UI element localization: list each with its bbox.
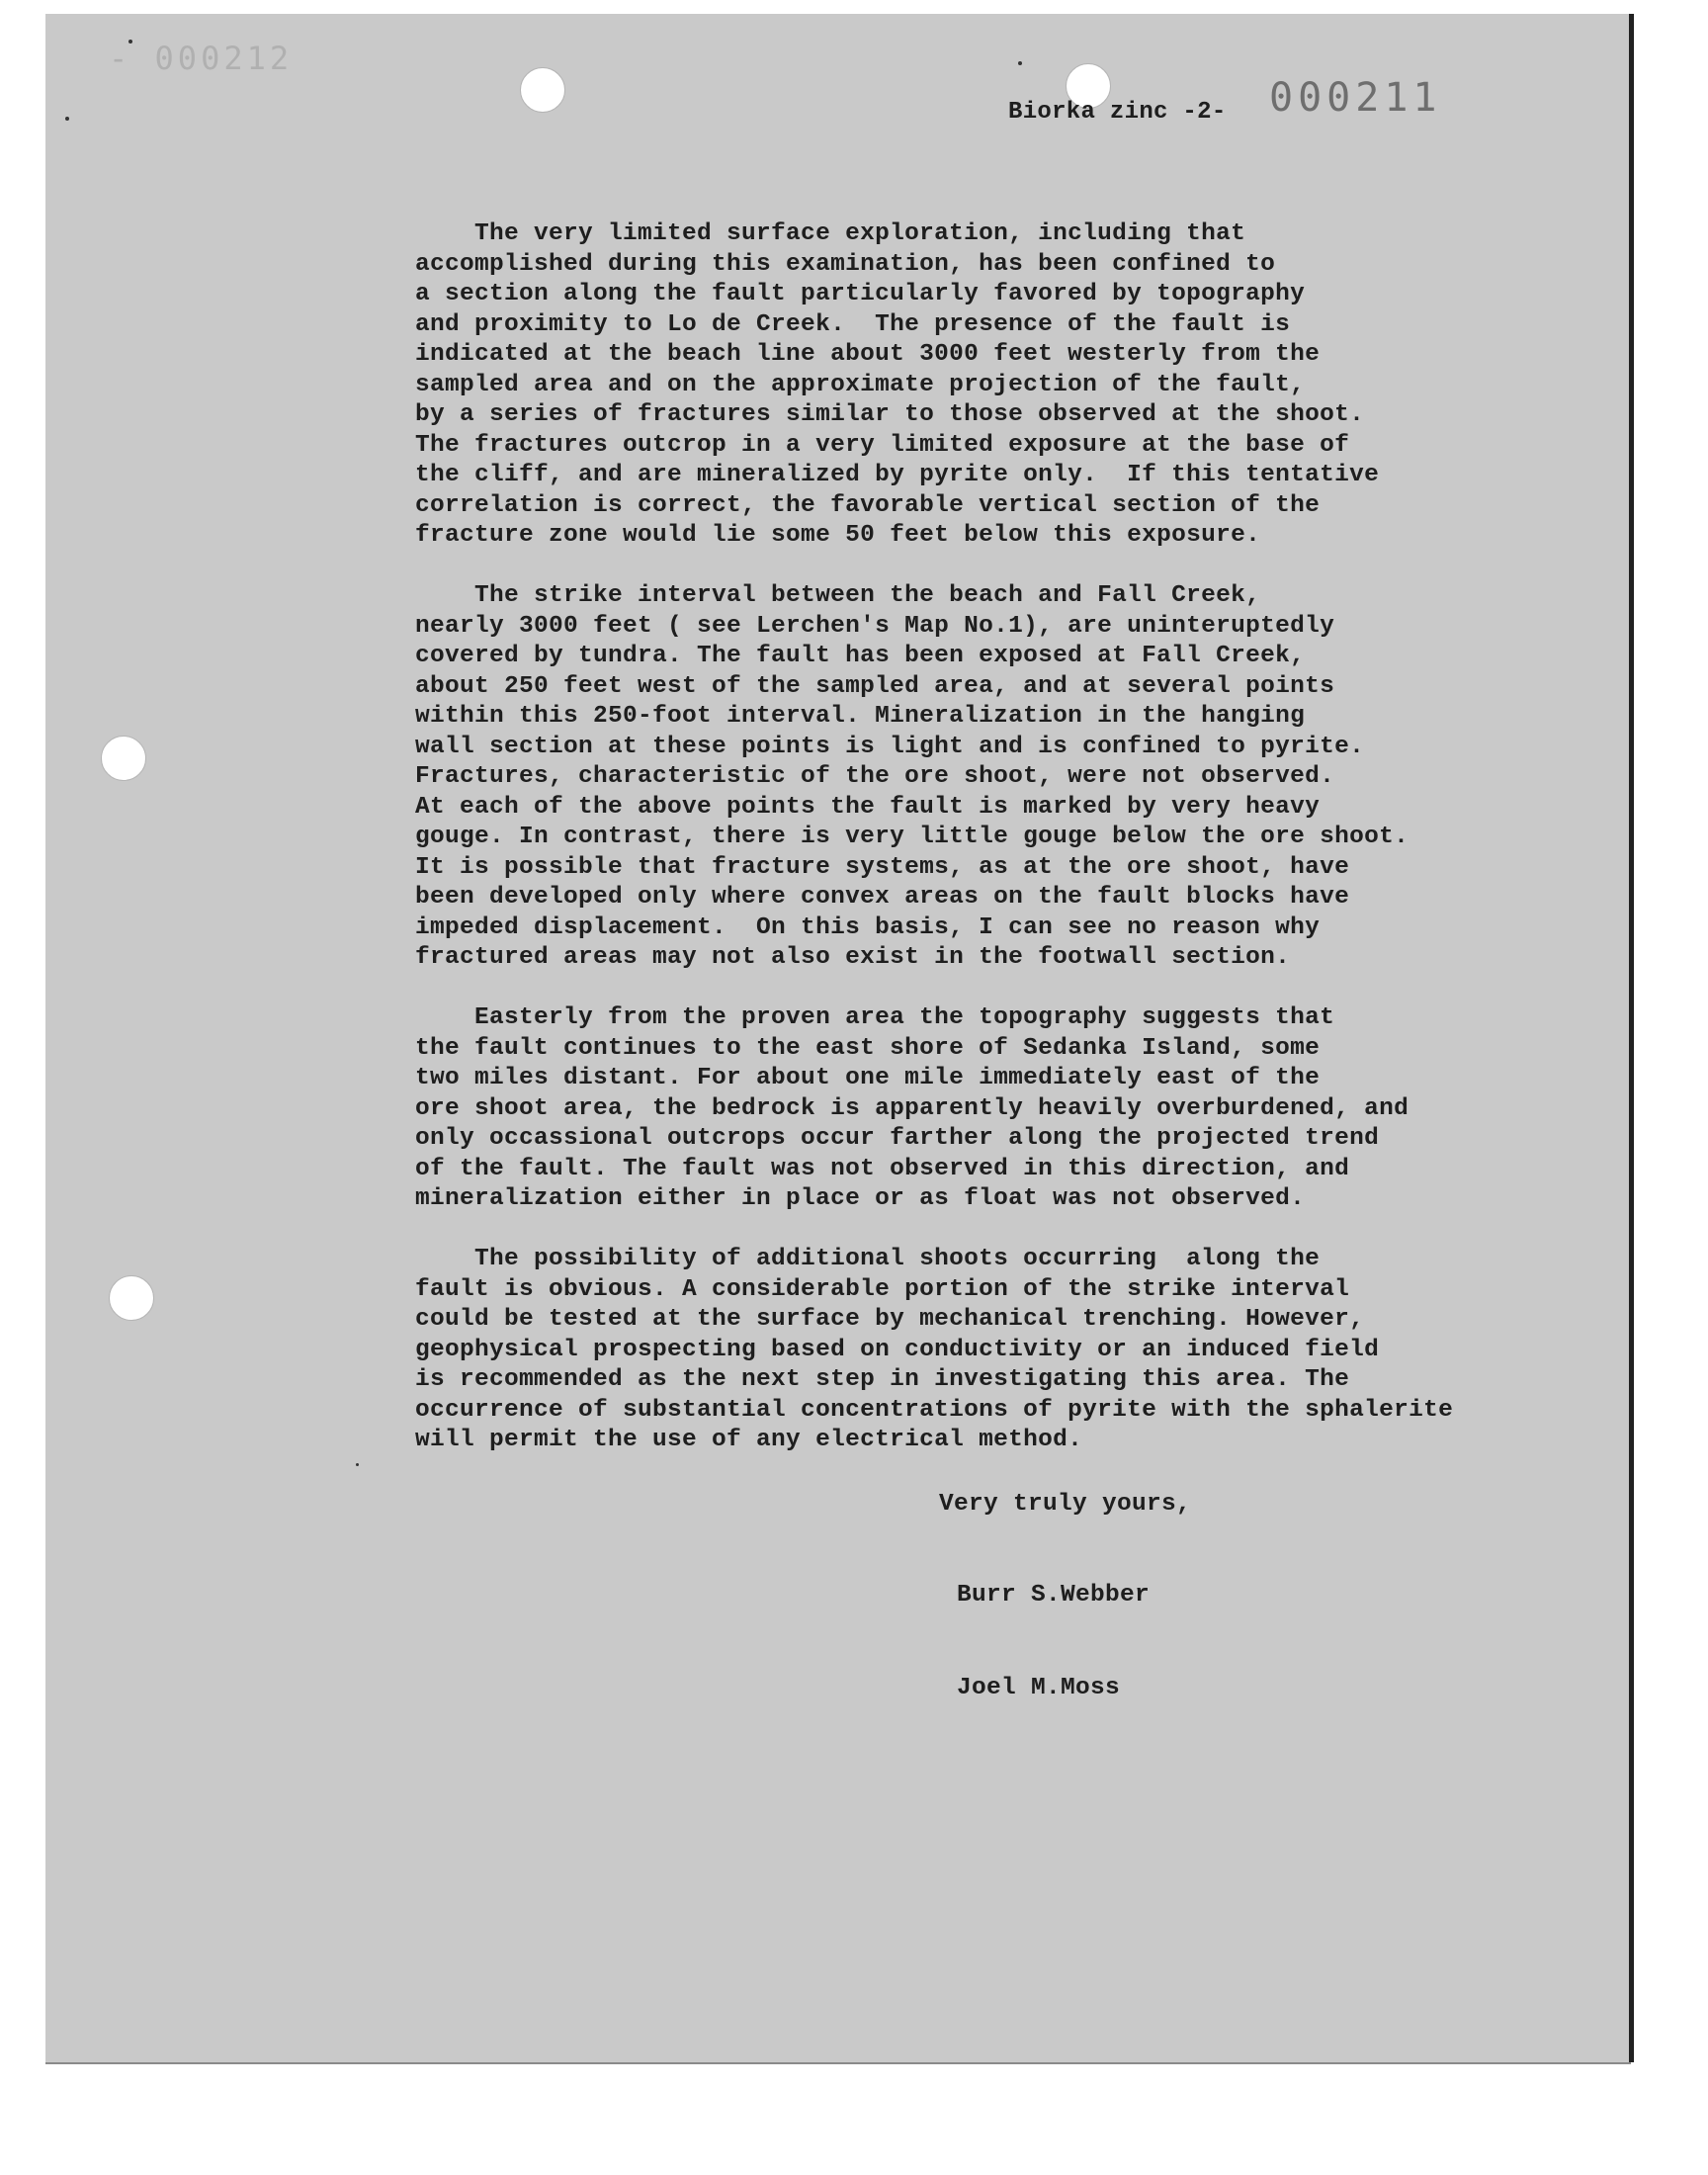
faint-stamp-marks: - 000212	[109, 40, 294, 77]
ink-speck	[1018, 61, 1022, 65]
page-edge-shadow	[1629, 14, 1633, 2062]
paragraph-4: The possibility of additional shoots occurring along the fault is obvious. A considerable portion of the strike interval could be tested at the surface by mechanical trenching. However, geophysical prospecting based on conductivity or an induced field is recommended as the next step in investigating this area. The occurrence of substantial concentrations of pyrite with the sphalerite will permit the use of any electrical method.	[415, 1246, 1454, 1453]
punch-hole-top-left	[520, 67, 565, 113]
punch-hole-left-upper	[101, 736, 146, 781]
paragraph-1: The very limited surface exploration, including that accomplished during this examination, has been confined to a section along the fault particularly favored by topography and proximity to Lo de Creek. The presence of the fault is indicated at the beach line about 3000 feet westerly from the sampled area and on the approximate projection of the fault, by a series of fractures similar to those observed at the shoot. The fractures outcrop in a very limited exposure at the base of the cliff, and are mineralized by pyrite only. If this tentative correlation is correct, the favorable vertical section of the fracture zone would lie some 50 feet below this exposure.	[415, 220, 1380, 549]
closing-salutation: Very truly yours,	[939, 1491, 1192, 1518]
ink-speck	[65, 117, 69, 121]
signatory-1: Burr S.Webber	[957, 1582, 1151, 1609]
paragraph-3: Easterly from the proven area the topography suggests that the fault continues to the east shore of Sedanka Island, some two miles distant. For about one mile immediately east of the ore shoot area, the bedrock is apparently heavily overburdened, and only occassional outcrops occur farther along the projected trend of the fault. The fault was not observed in this direction, and mineralization either in place or as float was not observed.	[415, 1004, 1409, 1212]
document-number-stamp: 000211	[1269, 75, 1442, 121]
signatory-2: Joel M.Moss	[957, 1675, 1121, 1701]
paragraph-2: The strike interval between the beach and Fall Creek, nearly 3000 feet ( see Lerchen's Map No.1), are uninteruptedly covered by tundra. The fault has been exposed at Fall Creek, about 250 feet west of the sampled area, and at several points within this 250-foot interval. Mineralization in the hanging wall section at these points is light and is confined to pyrite. Fractures, characteristic of the ore shoot, were not observed. At each of the above points the fault is marked by very heavy gouge. In contrast, there is very little gouge below the ore shoot. It is possible that fracture systems, as at the ore shoot, have been developed only where convex areas on the fault blocks have impeded displacement. On this basis, I can see no reason why fractured areas may not also exist in the footwall section.	[415, 582, 1409, 971]
letter-body	[415, 219, 1581, 1486]
page-header: Biorka zinc -2-	[1008, 99, 1227, 126]
punch-hole-left-lower	[109, 1275, 154, 1321]
ink-speck	[356, 1463, 359, 1466]
